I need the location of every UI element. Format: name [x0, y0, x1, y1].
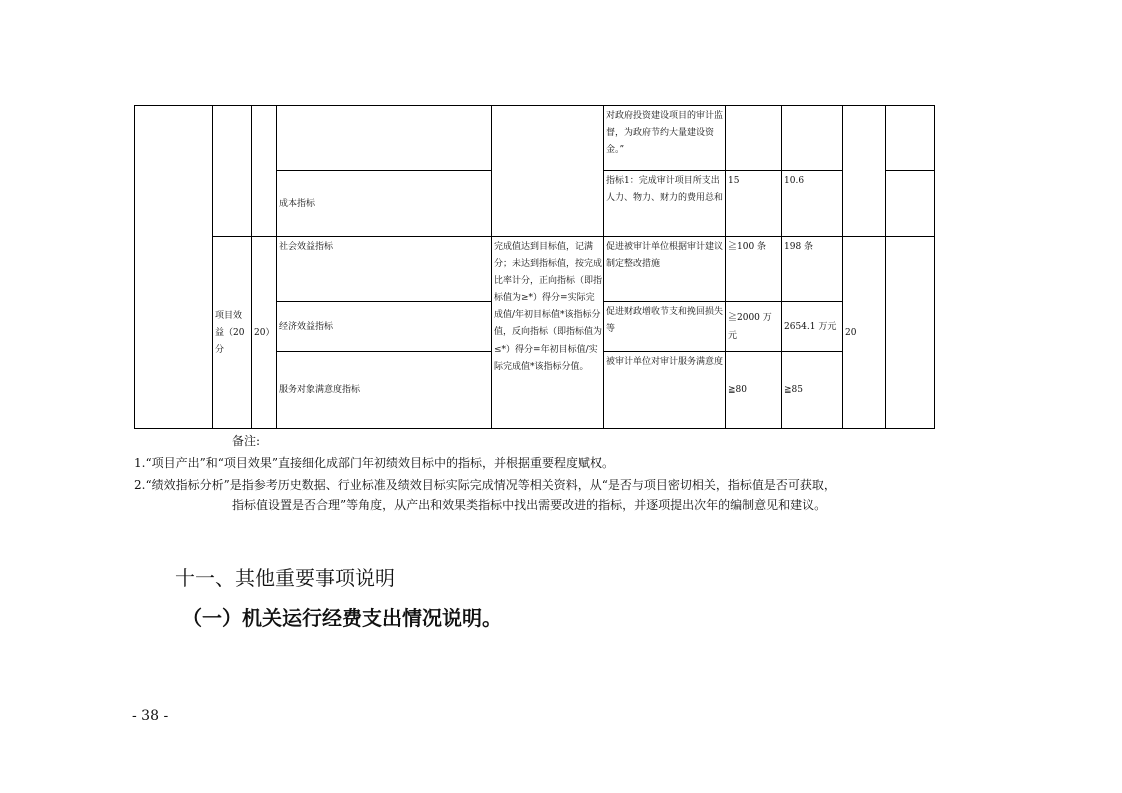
- actual-value-cell: 2654.1 万元: [782, 302, 843, 352]
- indicator-name-cell: 服务对象满意度指标: [277, 352, 492, 429]
- second-level-indicator-cell: [213, 106, 252, 237]
- target-value-cell: ≧100 条: [726, 237, 782, 302]
- indicator-desc-cell: 指标1：完成审计项目所支出人力、物力、财力的费用总和: [604, 171, 726, 237]
- scoring-rule-cell-blank: [492, 106, 604, 237]
- indicator-cell-blank: [277, 106, 492, 171]
- target-value-cell: 15: [726, 171, 782, 237]
- indicator-desc-cell: 对政府投资建设项目的审计监督，为政府节约大量建设资金。”: [604, 106, 726, 171]
- target-value-cell: ≧80: [726, 352, 782, 429]
- subsection-title: （一）机关运行经费支出情况说明。: [182, 606, 502, 630]
- target-value-cell: [726, 106, 782, 171]
- weight-cell: 20: [843, 237, 886, 429]
- section-title: 十一、其他重要事项说明: [175, 566, 395, 590]
- score-result-cell: [886, 237, 935, 429]
- performance-indicator-table: [134, 105, 935, 429]
- page-number: - 38 -: [132, 708, 169, 724]
- actual-value-cell: [782, 106, 843, 171]
- score-result-cell: [886, 171, 935, 237]
- score-cell: [252, 106, 277, 237]
- note-item: 2.“绩效指标分析”是指参考历史数据、行业标准及绩效目标实际完成情况等相关资料，从“是否与项目密切相关，指标值是否可获取，: [134, 478, 836, 492]
- notes-heading: 备注:: [232, 434, 261, 448]
- score-result-cell: [886, 106, 935, 171]
- note-item: 1.“项目产出”和“项目效果”直接细化成部门年初绩效目标中的指标，并根据重要程度赋权。: [134, 456, 614, 470]
- actual-value-cell: 198 条: [782, 237, 843, 302]
- category-score-cell: 20）: [252, 237, 277, 429]
- scoring-rule-cell: 完成值达到目标值，记满分；未达到指标值，按完成比率计分，正向指标（即指标值为≥*）得分=实际完成值/年初目标值*该指标分值，反向指标（即指标值为≤*）得分=年初目标值/实际完成值*该指标分值。: [492, 237, 604, 429]
- actual-value-cell: ≧85: [782, 352, 843, 429]
- indicator-desc-cell: 促进财政增收节支和挽回损失等: [604, 302, 726, 352]
- indicator-desc-cell: 促进被审计单位根据审计建议制定整改措施: [604, 237, 726, 302]
- first-level-indicator-cell: [135, 106, 213, 429]
- category-label-cell: 项目效益（20 分: [213, 237, 252, 429]
- note-item-continuation: 指标值设置是否合理”等角度，从产出和效果类指标中找出需要改进的指标，并逐项提出次年的编制意见和建议。: [232, 498, 827, 512]
- indicator-name-cell: 成本指标: [277, 171, 492, 237]
- target-value-cell: ≧2000 万元: [726, 302, 782, 352]
- weight-cell: [843, 106, 886, 237]
- indicator-name-cell: 社会效益指标: [277, 237, 492, 302]
- indicator-desc-cell: 被审计单位对审计服务满意度: [604, 352, 726, 429]
- actual-value-cell: 10.6: [782, 171, 843, 237]
- indicator-name-cell: 经济效益指标: [277, 302, 492, 352]
